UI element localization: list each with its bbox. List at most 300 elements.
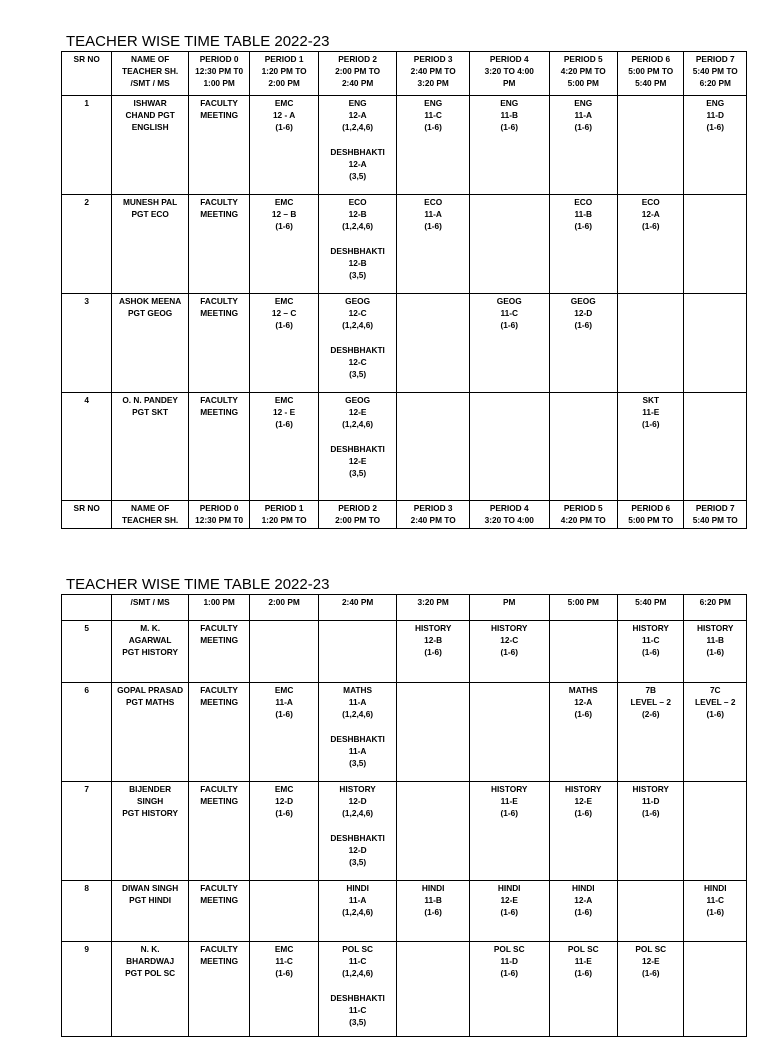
cell-line: (3,5) (349, 171, 367, 182)
cell-line: 5:00 PM TO (628, 515, 674, 526)
cell-line: (1-6) (275, 808, 293, 819)
cell-line: 8 (84, 883, 89, 893)
header-period-5 (549, 595, 618, 621)
cell-line: 11-C (424, 110, 442, 121)
cell-line: (1,2,4,6) (342, 808, 374, 819)
cell-line: PGT ECO (131, 209, 169, 220)
cell-line: MEETING (200, 796, 239, 807)
cell-line: 12-A (641, 209, 660, 220)
cell-line: MEETING (200, 407, 239, 418)
period-7-cell (684, 393, 747, 501)
cell-line: 3:20 PM (417, 597, 449, 607)
cell-line: ASHOK MEENA (119, 296, 182, 306)
cell-line: (1,2,4,6) (342, 968, 374, 979)
cell-line: 11-B (500, 110, 518, 121)
cell-line: (1-6) (424, 647, 442, 658)
block-gap (320, 980, 396, 992)
period-4-cell (469, 294, 549, 393)
cell-line: 1:20 PM TO (261, 66, 307, 77)
period-4-cell (469, 195, 549, 294)
cell-line: PERIOD 5 (563, 54, 603, 64)
cell-line: 5:00 PM (567, 78, 599, 89)
cell-line: FACULTY (200, 944, 238, 954)
cell-line: (1-6) (574, 808, 593, 819)
period-0-cell (188, 683, 249, 782)
cell-line: 2:40 PM TO (410, 515, 456, 526)
period-3-cell (397, 782, 470, 881)
cell-line: 2:00 PM (268, 597, 300, 607)
cell-line: (1-6) (275, 320, 293, 331)
cell-line: (1-6) (574, 221, 593, 232)
cell-line: FACULTY (200, 784, 238, 794)
cell-line: DESHBHAKTI (330, 832, 385, 843)
footer-sr-no (62, 501, 112, 529)
period-7-cell (684, 195, 747, 294)
cell-line: HINDI (497, 883, 521, 893)
cell-line: (1-6) (641, 419, 660, 430)
cell-line: PERIOD 6 (631, 54, 671, 64)
cell-line: 12-D (275, 796, 294, 807)
period-2-cell (318, 96, 397, 195)
period-6-cell (618, 782, 684, 881)
cell-line: POL SC (342, 944, 373, 954)
period-0-cell (188, 881, 249, 942)
cell-line: /SMT / MS (130, 597, 170, 607)
cell-line: FACULTY (200, 296, 238, 306)
cell-line: 12-E (348, 455, 367, 466)
period-2-cell (318, 683, 397, 782)
cell-line: (1-6) (275, 709, 293, 720)
teacher-name-cell (112, 621, 189, 683)
teacher-row (62, 393, 747, 501)
header-period-4 (469, 595, 549, 621)
period-4-cell (469, 782, 549, 881)
cell-line: (1-6) (424, 122, 442, 133)
header-teacher-name (112, 595, 189, 621)
cell-line: PGT HISTORY (122, 647, 179, 658)
period-7-cell (684, 942, 747, 1037)
period-1-cell (250, 881, 319, 942)
cell-line: DESHBHAKTI (330, 245, 385, 256)
period-3-cell (397, 195, 470, 294)
cell-line: (1-6) (574, 907, 593, 918)
period-5-cell (549, 294, 618, 393)
cell-line: DIWAN SINGH (122, 883, 179, 893)
cell-line: 2:40 PM (341, 78, 374, 89)
cell-line: (3,5) (349, 857, 367, 868)
cell-line: PGT HISTORY (122, 808, 179, 819)
cell-line: DESHBHAKTI (330, 992, 385, 1003)
cell-line: 4:20 PM TO (560, 515, 606, 526)
cell-line: 12-A (574, 697, 593, 708)
cell-line: (1,2,4,6) (342, 419, 374, 430)
cell-line: MEETING (200, 110, 239, 121)
cell-line: 11-E (574, 956, 592, 967)
period-4-cell (469, 393, 549, 501)
timetable (61, 594, 747, 1037)
teacher-row (62, 881, 747, 942)
cell-line: DESHBHAKTI (330, 146, 385, 157)
period-7-cell (684, 96, 747, 195)
cell-line: 5:40 PM (635, 78, 667, 89)
cell-line: 12-E (348, 407, 367, 418)
period-4-cell (469, 96, 549, 195)
cell-line: FACULTY (200, 197, 238, 207)
cell-line: 7 (84, 784, 89, 794)
cell-line: PGT POL SC (125, 968, 176, 979)
period-3-cell (397, 881, 470, 942)
cell-line: PERIOD 3 (413, 503, 453, 513)
cell-line: MEETING (200, 895, 239, 906)
cell-line: (3,5) (349, 369, 367, 380)
cell-line: LEVEL – 2 (630, 697, 671, 708)
cell-line: 12-C (348, 308, 367, 319)
cell-line: BHARDWAJ (126, 956, 175, 967)
period-2-cell (318, 621, 397, 683)
teacher-row (62, 683, 747, 782)
cell-line: HISTORY (491, 623, 528, 633)
header-period-4 (469, 52, 549, 96)
header-period-2 (318, 595, 397, 621)
cell-line: 12 – B (271, 209, 297, 220)
cell-line: 3 (84, 296, 89, 306)
cell-line: 5:40 PM TO (692, 515, 738, 526)
block-gap (320, 233, 396, 245)
footer-header-row (62, 501, 747, 529)
cell-line: POL SC (567, 944, 599, 954)
cell-line: SR NO (73, 503, 100, 513)
cell-line: 11-C (275, 956, 293, 967)
sr-no-cell (62, 942, 112, 1037)
sr-no-cell (62, 683, 112, 782)
cell-line: 11-B (706, 635, 724, 646)
cell-line: 5:40 PM (635, 597, 667, 607)
cell-line: GOPAL PRASAD (117, 685, 184, 695)
cell-line: MATHS (343, 685, 373, 695)
cell-line: FACULTY (200, 623, 238, 633)
cell-line: 11-C (500, 308, 518, 319)
period-6-cell (618, 393, 684, 501)
period-1-cell (250, 782, 319, 881)
cell-line: (1-6) (500, 808, 518, 819)
header-period-7 (684, 52, 747, 96)
teacher-row (62, 942, 747, 1037)
period-6-cell (618, 96, 684, 195)
cell-line: FACULTY (200, 883, 238, 893)
period-2-cell (318, 782, 397, 881)
cell-line: 12-A (574, 895, 593, 906)
block-gap (320, 134, 396, 146)
cell-line: 12:30 PM T0 (195, 66, 244, 77)
cell-line: 12-A (348, 110, 367, 121)
cell-line: HINDI (421, 883, 445, 893)
period-3-cell (397, 683, 470, 782)
cell-line: 4 (84, 395, 89, 405)
period-6-cell (618, 881, 684, 942)
period-6-cell (618, 942, 684, 1037)
cell-line: GEOG (496, 296, 522, 306)
sr-no-cell (62, 195, 112, 294)
cell-line: PERIOD 1 (264, 54, 304, 64)
cell-line: NAME OF (131, 54, 170, 64)
cell-line: (1,2,4,6) (342, 320, 374, 331)
period-4-cell (469, 683, 549, 782)
period-0-cell (188, 294, 249, 393)
cell-line: BIJENDER (129, 784, 172, 794)
page-title: TEACHER WISE TIME TABLE 2022-23 (66, 33, 330, 50)
cell-line: 11-A (275, 697, 293, 708)
cell-line: PGT HINDI (129, 895, 172, 906)
cell-line: EMC (274, 944, 294, 954)
cell-line: 11-A (574, 110, 593, 121)
footer-period-7 (684, 501, 747, 529)
cell-line: (3,5) (349, 758, 367, 769)
teacher-row (62, 782, 747, 881)
cell-line: FACULTY (200, 685, 238, 695)
period-5-cell (549, 393, 618, 501)
footer-period-4 (469, 501, 549, 529)
cell-line: CHAND PGT (125, 110, 175, 121)
cell-line: (1-6) (574, 709, 593, 720)
cell-line: (1-6) (275, 221, 293, 232)
period-2-cell (318, 393, 397, 501)
cell-line: 12-D (348, 796, 367, 807)
cell-line: 3:20 TO 4:00 (484, 515, 534, 526)
cell-line: MEETING (200, 635, 239, 646)
cell-line: (1,2,4,6) (342, 709, 374, 720)
teacher-name-cell (112, 96, 189, 195)
cell-line: 6 (84, 685, 89, 695)
cell-line: 1:00 PM (203, 597, 235, 607)
period-6-cell (618, 621, 684, 683)
cell-line: PERIOD 4 (489, 54, 529, 64)
cell-line: MEETING (200, 209, 239, 220)
cell-line: 11-D (641, 796, 660, 807)
cell-line: PGT SKT (132, 407, 169, 418)
period-7-cell (684, 294, 747, 393)
period-6-cell (618, 683, 684, 782)
cell-line: FACULTY (200, 395, 238, 405)
cell-line: 12-D (574, 308, 593, 319)
period-1-cell (250, 96, 319, 195)
cell-line: 11-D (500, 956, 518, 967)
period-6-cell (618, 195, 684, 294)
period-1-cell (250, 294, 319, 393)
footer-period-6 (618, 501, 684, 529)
cell-line: HINDI (346, 883, 369, 893)
cell-line: 9 (84, 944, 89, 954)
cell-line: EMC (274, 197, 294, 207)
sr-no-cell (62, 621, 112, 683)
cell-line: 2:00 PM (268, 78, 300, 89)
period-5-cell (549, 195, 618, 294)
cell-line: 12-B (348, 209, 367, 220)
cell-line: PERIOD 5 (563, 503, 603, 513)
cell-line: 12:30 PM T0 (195, 515, 244, 526)
cell-line: HISTORY (697, 623, 734, 633)
cell-line: 12-E (641, 956, 660, 967)
teacher-name-cell (112, 195, 189, 294)
sr-no-cell (62, 782, 112, 881)
cell-line: ENG (424, 98, 443, 108)
cell-line: (1-6) (706, 709, 724, 720)
cell-line: PERIOD 4 (489, 503, 529, 513)
cell-line: HISTORY (491, 784, 528, 794)
cell-line: (1,2,4,6) (342, 122, 374, 133)
cell-line: 12-E (574, 796, 593, 807)
cell-line: 5:00 PM TO (628, 66, 674, 77)
cell-line: PERIOD 6 (631, 503, 671, 513)
cell-line: ENG (500, 98, 519, 108)
block-gap (320, 431, 396, 443)
period-1-cell (250, 942, 319, 1037)
header-period-6 (618, 52, 684, 96)
cell-line: ENG (348, 98, 367, 108)
cell-line: 5:00 PM (567, 597, 599, 607)
cell-line: 7B (645, 685, 657, 695)
sr-no-cell (62, 881, 112, 942)
teacher-name-cell (112, 294, 189, 393)
period-1-cell (250, 621, 319, 683)
cell-line: (1-6) (641, 647, 660, 658)
cell-line: HINDI (703, 883, 727, 893)
cell-line: (1-6) (500, 122, 518, 133)
cell-line: (1-6) (275, 968, 293, 979)
cell-line: 11-D (706, 110, 724, 121)
cell-line: MUNESH PAL (123, 197, 178, 207)
cell-line: 12-B (424, 635, 443, 646)
header-sr-no (62, 52, 112, 96)
cell-line: (1-6) (275, 122, 293, 133)
header-period-5 (549, 52, 618, 96)
footer-period-0 (188, 501, 249, 529)
period-0-cell (188, 96, 249, 195)
cell-line: 6:20 PM (699, 597, 731, 607)
cell-line: DESHBHAKTI (330, 443, 385, 454)
cell-line: EMC (274, 784, 294, 794)
cell-line: 2:40 PM (341, 597, 374, 607)
cell-line: PERIOD 1 (264, 503, 304, 513)
period-5-cell (549, 683, 618, 782)
block-gap (320, 721, 396, 733)
period-7-cell (684, 782, 747, 881)
cell-line: ISHWAR (133, 98, 167, 108)
cell-line: HISTORY (339, 784, 376, 794)
cell-line: MEETING (200, 308, 239, 319)
cell-line: 3:20 PM (417, 78, 449, 89)
cell-line: 2:00 PM TO (335, 66, 381, 77)
cell-line: (1,2,4,6) (342, 907, 374, 918)
period-3-cell (397, 621, 470, 683)
cell-line: 2 (84, 197, 89, 207)
footer-period-2 (318, 501, 397, 529)
teacher-name-cell (112, 782, 189, 881)
cell-line: 12 - E (273, 407, 296, 418)
header-period-0 (188, 52, 249, 96)
block-gap (320, 332, 396, 344)
period-2-cell (318, 294, 397, 393)
footer-period-1 (250, 501, 319, 529)
cell-line: POL SC (493, 944, 525, 954)
cell-line: 11-C (641, 635, 660, 646)
cell-line: 2:00 PM TO (335, 515, 381, 526)
period-2-cell (318, 195, 397, 294)
cell-line: 11-B (424, 895, 442, 906)
cell-line: (2-6) (641, 709, 660, 720)
cell-line: PGT GEOG (128, 308, 173, 319)
period-0-cell (188, 195, 249, 294)
period-1-cell (250, 393, 319, 501)
cell-line: (1-6) (424, 221, 442, 232)
cell-line: PM (502, 597, 516, 607)
header-period-6 (618, 595, 684, 621)
cell-line: EMC (274, 98, 294, 108)
sr-no-cell (62, 294, 112, 393)
footer-teacher-name (112, 501, 189, 529)
period-7-cell (684, 881, 747, 942)
period-0-cell (188, 621, 249, 683)
period-7-cell (684, 683, 747, 782)
period-1-cell (250, 683, 319, 782)
cell-line: (1-6) (706, 907, 724, 918)
header-period-3 (397, 52, 470, 96)
sr-no-cell (62, 96, 112, 195)
cell-line: 11-A (424, 209, 442, 220)
cell-line: EMC (274, 395, 294, 405)
cell-line: (1-6) (574, 968, 593, 979)
sr-no-cell (62, 393, 112, 501)
cell-line: PERIOD 0 (199, 54, 239, 64)
cell-line: N. K. (140, 944, 160, 954)
cell-line: HINDI (571, 883, 595, 893)
cell-line: TEACHER SH. (122, 515, 179, 526)
cell-line: (1-6) (706, 122, 724, 133)
cell-line: AGARWAL (128, 635, 172, 646)
cell-line: 2:40 PM TO (410, 66, 456, 77)
cell-line: 1:20 PM TO (261, 515, 307, 526)
cell-line: HISTORY (632, 784, 669, 794)
cell-line: ECO (424, 197, 443, 207)
cell-line: 3:20 TO 4:00 (484, 66, 534, 77)
period-5-cell (549, 96, 618, 195)
cell-line: 11-A (348, 895, 367, 906)
cell-line: PERIOD 2 (338, 54, 377, 64)
teacher-name-cell (112, 393, 189, 501)
cell-line: GEOG (570, 296, 596, 306)
cell-line: (1,2,4,6) (342, 221, 374, 232)
cell-line: 6:20 PM (699, 78, 731, 89)
period-0-cell (188, 393, 249, 501)
teacher-row (62, 195, 747, 294)
cell-line: M. K. (140, 623, 161, 633)
period-7-cell (684, 621, 747, 683)
cell-line: O. N. PANDEY (122, 395, 178, 405)
cell-line: ENGLISH (131, 122, 169, 133)
cell-line: SINGH (136, 796, 164, 807)
cell-line: DESHBHAKTI (330, 344, 385, 355)
period-4-cell (469, 621, 549, 683)
teacher-name-cell (112, 942, 189, 1037)
cell-line: PERIOD 7 (695, 503, 735, 513)
cell-line: 12-E (500, 895, 518, 906)
cell-line: (1-6) (500, 320, 518, 331)
cell-line: 11-C (706, 895, 724, 906)
cell-line: 12-A (348, 158, 367, 169)
cell-line: SKT (642, 395, 660, 405)
header-row (62, 52, 747, 96)
timetable (61, 51, 747, 529)
cell-line: MEETING (200, 697, 239, 708)
